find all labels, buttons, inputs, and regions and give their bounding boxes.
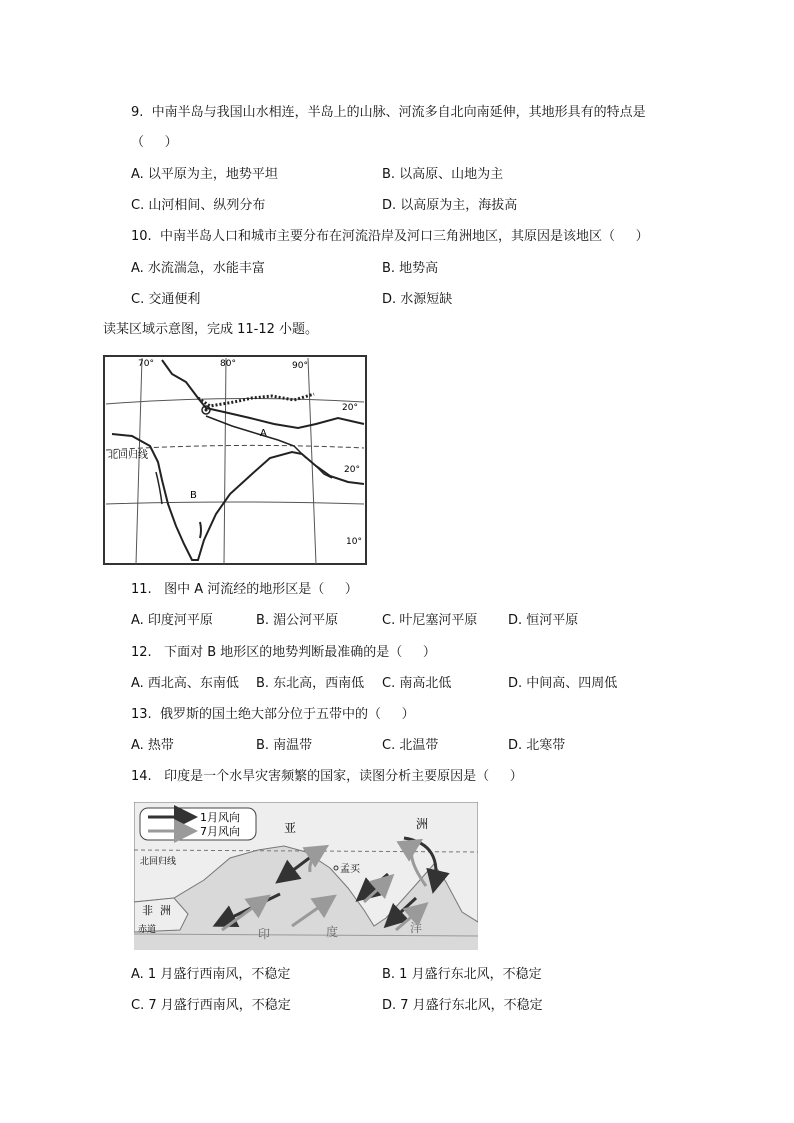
tropic-label: 北回归线 <box>140 857 177 867</box>
q11-stem: 11. 图中 A 河流经的地形区是（ ） <box>131 582 358 597</box>
capital-dot <box>205 409 208 412</box>
q14-stem: 14. 印度是一个水旱灾害频繁的国家，读图分析主要原因是（ ） <box>131 769 523 784</box>
q13-stem: 13. 俄罗斯的国土绝大部分位于五带中的（ ） <box>131 707 415 722</box>
lon-label-80: 80° <box>220 359 236 369</box>
q13-option-a[interactable]: A. 热带 <box>131 738 174 753</box>
q9-option-d[interactable]: D. 以高原为主，海拔高 <box>382 198 518 213</box>
q12-stem: 12. 下面对 B 地形区的地势判断最准确的是（ ） <box>131 645 436 660</box>
q10-stem: 10. 中南半岛人口和城市主要分布在河流沿岸及河口三角洲地区，其原因是该地区（ ） <box>131 229 649 244</box>
q9-option-b[interactable]: B. 以高原、山地为主 <box>382 167 504 182</box>
asia-char-2: 洲 <box>416 817 429 831</box>
q9-option-c[interactable]: C. 山河相间、纵列分布 <box>131 198 266 213</box>
q14-option-b[interactable]: B. 1 月盛行东北风，不稳定 <box>382 967 542 982</box>
area-label-a: A <box>260 428 267 439</box>
q13-option-b[interactable]: B. 南温带 <box>256 738 313 753</box>
q12-option-a[interactable]: A. 西北高、东南低 <box>131 676 239 691</box>
lat-label-top: 20° <box>342 403 358 413</box>
q10-option-a[interactable]: A. 水流湍急，水能丰富 <box>131 261 265 276</box>
lon-label-90: 90° <box>292 361 308 371</box>
lat-label-mid: 20° <box>344 465 360 475</box>
q9-option-a[interactable]: A. 以平原为主，地势平坦 <box>131 167 278 182</box>
q11-option-d[interactable]: D. 恒河平原 <box>508 613 579 628</box>
island-shape <box>200 522 201 538</box>
q14-option-d[interactable]: D. 7 月盛行东北风，不稳定 <box>382 998 543 1013</box>
q14-option-c[interactable]: C. 7 月盛行西南风，不稳定 <box>131 998 291 1013</box>
equator-label: 赤道 <box>138 925 157 935</box>
ocean-char-2: 度 <box>326 925 339 939</box>
legend-july-label: 7月风向 <box>200 825 240 838</box>
q13-option-c[interactable]: C. 北温带 <box>382 738 439 753</box>
q12-option-c[interactable]: C. 南高北低 <box>382 676 452 691</box>
ocean-char-1: 印 <box>258 927 271 941</box>
monsoon-wind-map <box>134 802 478 950</box>
tropic-label: 北回归线 <box>108 450 148 461</box>
q12-option-d[interactable]: D. 中间高、四周低 <box>508 676 618 691</box>
city-label: 孟买 <box>340 864 360 875</box>
q11-option-b[interactable]: B. 湄公河平原 <box>256 613 339 628</box>
africa-label: 非 洲 <box>142 904 171 917</box>
q14-option-a[interactable]: A. 1 月盛行西南风，不稳定 <box>131 967 291 982</box>
q10-option-c[interactable]: C. 交通便利 <box>131 292 201 307</box>
q10-option-d[interactable]: D. 水源短缺 <box>382 292 453 307</box>
ocean-char-3: 洋 <box>410 921 423 935</box>
q13-option-d[interactable]: D. 北寒带 <box>508 738 566 753</box>
lon-label-70: 70° <box>138 359 154 369</box>
q9-stem: 9. 中南半岛与我国山水相连，半岛上的山脉、河流多自北向南延伸，其地形具有的特点是 <box>131 105 646 120</box>
map-instructions: 读某区域示意图，完成 11-12 小题。 <box>103 322 319 337</box>
legend-january-label: 1月风向 <box>200 811 240 824</box>
lat-label-bottom: 10° <box>346 537 362 547</box>
area-label-b: B <box>190 490 197 501</box>
q12-option-b[interactable]: B. 东北高，西南低 <box>256 676 365 691</box>
q11-option-c[interactable]: C. 叶尼塞河平原 <box>382 613 478 628</box>
south-asia-map <box>102 354 368 566</box>
q9-answer-paren: （ ） <box>131 135 178 150</box>
asia-char-1: 亚 <box>284 821 297 835</box>
q11-option-a[interactable]: A. 印度河平原 <box>131 613 213 628</box>
q10-option-b[interactable]: B. 地势高 <box>382 261 439 276</box>
